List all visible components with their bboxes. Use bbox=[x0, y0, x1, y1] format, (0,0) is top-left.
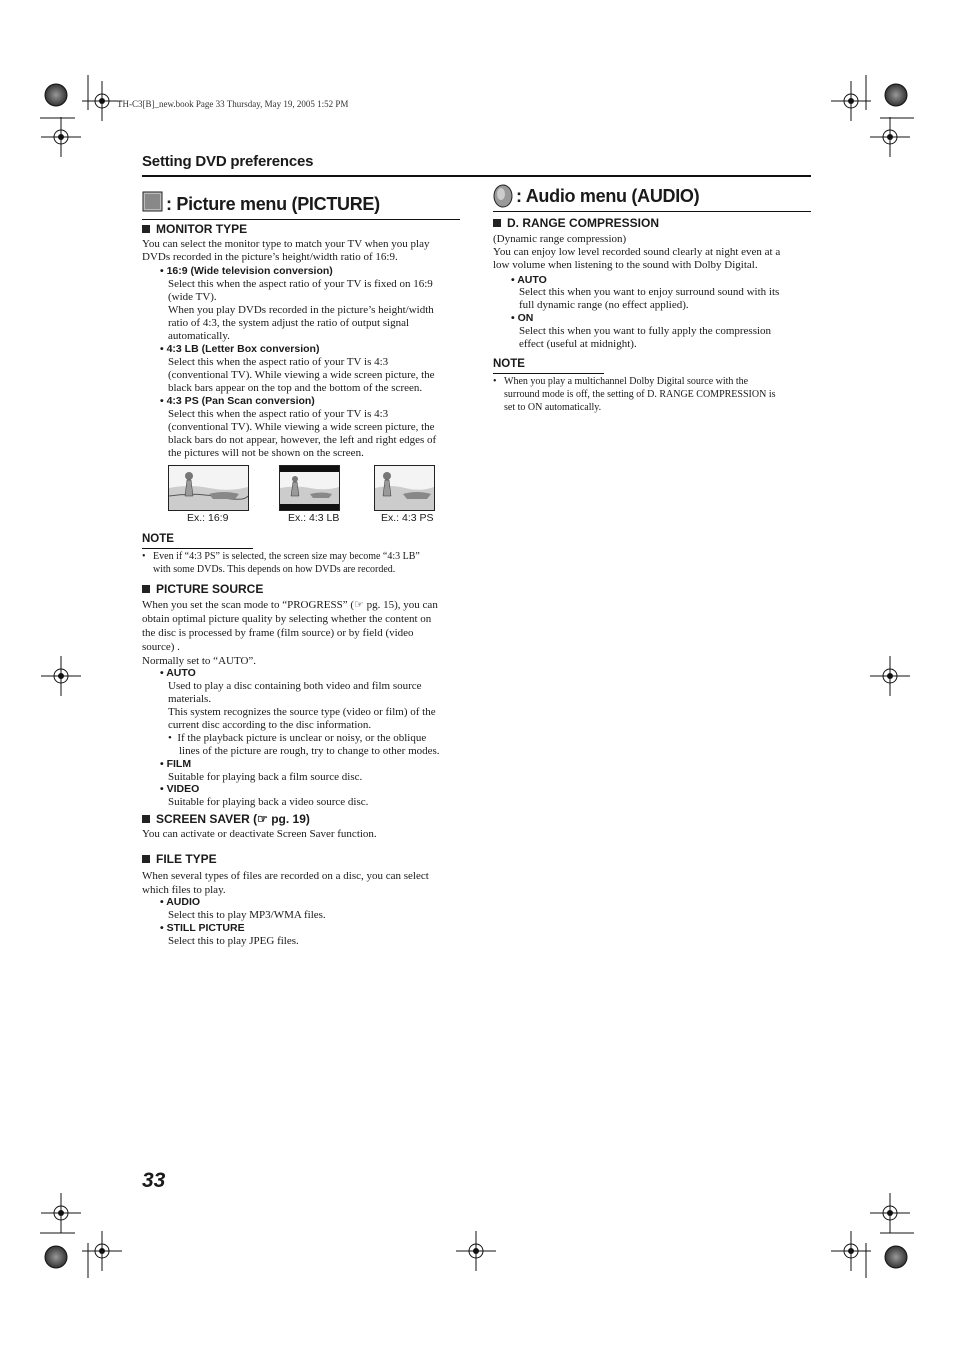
option-4-3-lb-text: Select this when the aspect ratio of your TV is 4:3 (conventional TV). While viewing a wide screen picture, the black bars appear on the top and the bottom of the screen. bbox=[168, 356, 435, 394]
caption-16-9: Ex.: 16:9 bbox=[187, 512, 229, 524]
monitor-type-intro: You can select the monitor type to match your TV when you play DVDs recorded in the picture’s height/width ratio of 16:9. bbox=[142, 238, 430, 263]
file-still-label: • STILL PICTURE bbox=[160, 922, 245, 934]
note-rule bbox=[142, 548, 253, 549]
drc-intro: (Dynamic range compression) You can enjoy low level recorded sound clearly at night even at a low volume when listening to the sound with Dolby Digital. bbox=[493, 233, 781, 271]
picture-source-heading: PICTURE SOURCE bbox=[142, 582, 263, 596]
source-video-text: Suitable for playing back a video source disc. bbox=[168, 796, 369, 808]
audio-menu-rule bbox=[493, 211, 811, 212]
option-4-3-lb-label: • 4:3 LB (Letter Box conversion) bbox=[160, 343, 320, 355]
document-info: TH-C3[B]_new.book Page 33 Thursday, May 19, 2005 1:52 PM bbox=[117, 99, 349, 109]
picture-menu-title: : Picture menu (PICTURE) bbox=[166, 194, 380, 214]
file-audio-text: Select this to play MP3/WMA files. bbox=[168, 909, 326, 921]
drc-on-label: • ON bbox=[511, 312, 534, 324]
registration-circle-icon bbox=[45, 1246, 67, 1268]
file-type-intro: When several types of files are recorded on a disc, you can select which files to play. bbox=[142, 870, 429, 896]
source-auto-text: Used to play a disc containing both video and film source materials. This system recognizes the source type (video or film) of the current disc according to the disc information. • If the playback picture is unclear or noisy, or the oblique lines of the picture are rough, try to change to other modes. bbox=[168, 680, 440, 757]
audio-note-rule bbox=[493, 373, 604, 374]
file-type-heading: FILE TYPE bbox=[142, 852, 217, 866]
audio-note-heading: NOTE bbox=[493, 358, 525, 370]
audio-menu-title: : Audio menu (AUDIO) bbox=[516, 186, 700, 206]
picture-menu-rule bbox=[142, 219, 460, 220]
audio-menu-icon bbox=[493, 184, 515, 208]
screen-saver-text: You can activate or deactivate Screen Saver function. bbox=[142, 828, 377, 840]
drc-auto-text: Select this when you want to enjoy surround sound with its full dynamic range (no effect applied). bbox=[519, 286, 780, 311]
source-video-label: • VIDEO bbox=[160, 783, 200, 795]
screen-saver-heading: SCREEN SAVER (☞ pg. 19) bbox=[142, 812, 310, 826]
option-4-3-ps-text: Select this when the aspect ratio of your TV is 4:3 (conventional TV). While viewing a wide screen picture, the black bars do not appear, however, the left and right edges of the pictures will not be shown on the screen. bbox=[168, 408, 437, 459]
source-film-label: • FILM bbox=[160, 758, 192, 770]
example-picture-16-9 bbox=[168, 465, 249, 511]
note-heading: NOTE bbox=[142, 533, 174, 545]
option-4-3-ps-label: • 4:3 PS (Pan Scan conversion) bbox=[160, 395, 315, 407]
page-number: 33 bbox=[142, 1169, 166, 1192]
option-16-9-text: Select this when the aspect ratio of your TV is fixed on 16:9 (wide TV). When you play DVDs recorded in the picture’s height/width ratio of 4:3, the system adjust the ratio of output signal automatically. bbox=[168, 278, 434, 342]
registration-circle-icon bbox=[885, 1246, 907, 1268]
registration-circle-icon bbox=[885, 84, 907, 106]
caption-4-3-lb: Ex.: 4:3 LB bbox=[288, 512, 340, 524]
caption-4-3-ps: Ex.: 4:3 PS bbox=[381, 512, 434, 524]
monitor-type-heading: MONITOR TYPE bbox=[142, 222, 247, 236]
picture-menu-icon bbox=[142, 191, 164, 213]
drc-on-text: Select this when you want to fully apply the compression effect (useful at midnight). bbox=[519, 325, 772, 350]
file-still-text: Select this to play JPEG files. bbox=[168, 935, 299, 947]
picture-source-intro: When you set the scan mode to “PROGRESS” (☞ pg. 15), you can obtain optimal picture quality by selecting whether the content on the disc is processed by frame (film source) or by field (video source) . Normally set to “AUTO”. bbox=[142, 599, 438, 667]
file-audio-label: • AUDIO bbox=[160, 896, 201, 908]
note-text: • Even if “4:3 PS” is selected, the screen size may become “4:3 LB” with some DVDs. This depends on how DVDs are recorded. bbox=[142, 551, 420, 575]
section-title: Setting DVD preferences bbox=[142, 153, 314, 170]
source-film-text: Suitable for playing back a film source disc. bbox=[168, 771, 363, 783]
source-auto-label: • AUTO bbox=[160, 667, 196, 679]
example-picture-4-3-lb bbox=[279, 465, 340, 511]
drc-heading: D. RANGE COMPRESSION bbox=[493, 216, 659, 230]
drc-auto-label: • AUTO bbox=[511, 274, 547, 286]
section-rule bbox=[142, 175, 811, 177]
option-16-9-label: • 16:9 (Wide television conversion) bbox=[160, 265, 333, 277]
audio-note-text: • When you play a multichannel Dolby Digital source with the surround mode is off, the setting of D. RANGE COMPRESSION is set to ON automatically. bbox=[493, 376, 776, 413]
registration-circle-icon bbox=[45, 84, 67, 106]
example-picture-4-3-ps bbox=[374, 465, 435, 511]
